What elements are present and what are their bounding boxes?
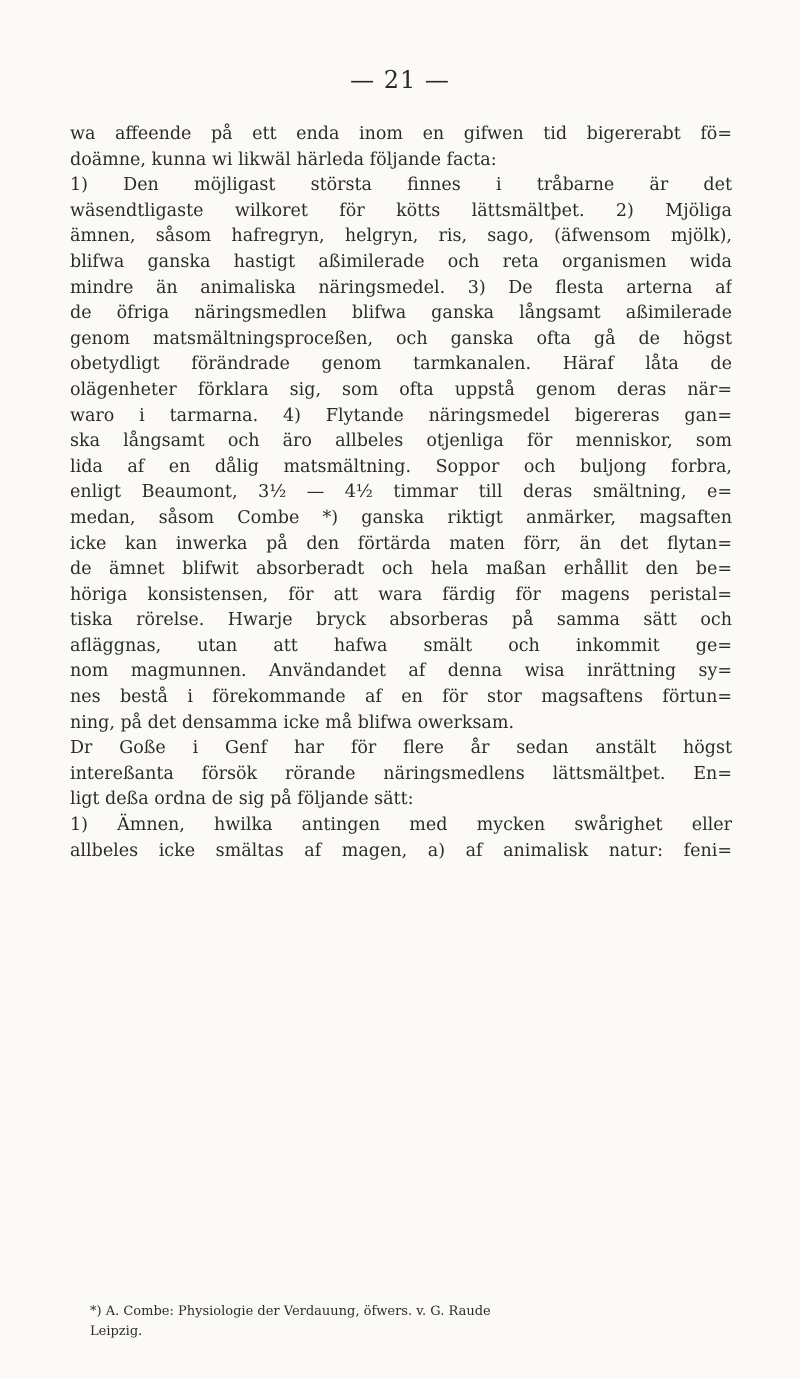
text-line: ämnen, såsom hafregryn, helgryn, ris, sago, (äfwensom mjölk), [70,226,732,247]
footnote-line: Leipzig. [90,1324,143,1339]
text-line: obetydligt förändrade genom tarmkanalen. Häraf låta de [70,354,732,375]
text-line: de öfriga näringsmedlen blifwa ganska långsamt aßimilerade [70,303,732,324]
text-line: allbeles icke smältas af magen, a) af animalisk natur: feni= [70,840,732,861]
text-line: 1) Den möjligast största finnes i tråbarne är det [70,175,732,196]
text-line: nom magmunnen. Användandet af denna wisa inrättning sy= [70,661,732,682]
text-line: wa affeende på ett enda inom en gifwen tid bigererabt fö= [70,124,732,144]
text-line: ligt deßa ordna de sig på följande sätt: [70,789,414,810]
footnote [90,1302,730,1342]
text-line: nes bestå i förekommande af en för stor magsaftens förtun= [70,687,732,708]
text-line: blifwa ganska hastigt aßimilerade och reta organismen wida [70,251,732,272]
text-line: olägenheter förklara sig, som ofta uppstå genom deras när= [70,379,732,400]
text-line: Dr Goße i Genf har för flere år sedan anstält högst [70,738,732,759]
text-line: tiska rörelse. Hwarje bryck absorberas på samma sätt och [70,610,732,631]
text-line: ning, på det densamma icke må blifwa owerksam. [70,712,515,733]
text-line: genom matsmältningsproceßen, och ganska ofta gå de högst [70,328,732,349]
text-line: lida af en dålig matsmältning. Soppor och buljong forbra, [70,456,732,477]
text-line: icke kan inwerka på den förtärda maten förr, än det flytan= [70,533,732,554]
text-line: 1) Ämnen, hwilka antingen med mycken swårighet eller [70,815,732,836]
text-line: afläggnas, utan att hafwa smält och inkommit ge= [70,635,732,656]
text-line: doämne, kunna wi likwäl härleda följande facta: [70,149,497,170]
text-line: enligt Beaumont, 3½ — 4½ timmar till deras smältning, e= [70,482,732,503]
text-line: waro i tarmarna. 4) Flytande näringsmedel bigereras gan= [70,405,732,426]
footnote-line: *) A. Combe: Physiologie der Verdauung, öfwers. v. G. Raude [90,1304,491,1319]
text-line: höriga konsistensen, för att wara färdig för magens peristal= [70,584,732,605]
text-line: ska långsamt och äro allbeles otjenliga för menniskor, som [70,431,732,452]
body-text [70,122,732,864]
text-line: intereßanta försök rörande näringsmedlens lättsmältþet. En= [70,763,732,784]
text-line: wäsendtligaste wilkoret för kötts lättsmältþet. 2) Mjöliga [70,200,732,221]
text-line: medan, såsom Combe *) ganska riktigt anmärker, magsaften [70,507,732,528]
text-line: mindre än animaliska näringsmedel. 3) De flesta arterna af [70,277,732,298]
page-number: — 21 — [350,66,450,94]
text-line: de ämnet blifwit absorberadt och hela maßan erhållit den be= [70,559,732,580]
